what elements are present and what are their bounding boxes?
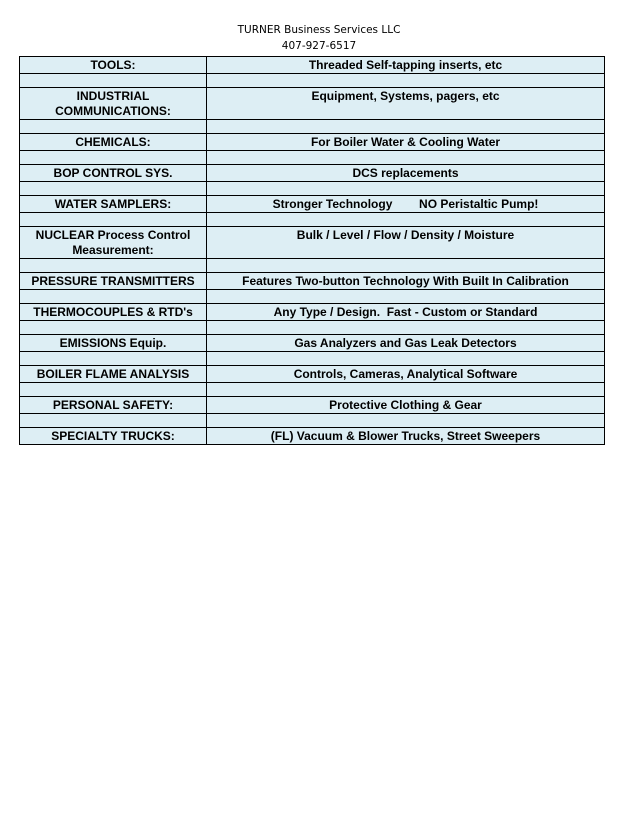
- description-cell: Any Type / Design. Fast - Custom or Standard: [207, 304, 605, 321]
- document-header: [0, 22, 638, 54]
- table-row: [20, 227, 605, 259]
- spacer-row: [20, 151, 605, 165]
- empty-cell: [20, 74, 207, 88]
- empty-cell: [207, 259, 605, 273]
- empty-cell: [20, 120, 207, 134]
- category-cell: EMISSIONS Equip.: [20, 335, 207, 352]
- description-cell: For Boiler Water & Cooling Water: [207, 134, 605, 151]
- empty-cell: [20, 182, 207, 196]
- description-cell: Protective Clothing & Gear: [207, 397, 605, 414]
- empty-cell: [207, 213, 605, 227]
- description-cell: Stronger Technology NO Peristaltic Pump!: [207, 196, 605, 213]
- description-cell: Controls, Cameras, Analytical Software: [207, 366, 605, 383]
- spacer-row: [20, 352, 605, 366]
- table-row: [20, 273, 605, 290]
- category-cell: PRESSURE TRANSMITTERS: [20, 273, 207, 290]
- table-row: [20, 134, 605, 151]
- spacer-row: [20, 383, 605, 397]
- description-cell: (FL) Vacuum & Blower Trucks, Street Sweepers: [207, 428, 605, 445]
- spacer-row: [20, 290, 605, 304]
- empty-cell: [207, 74, 605, 88]
- empty-cell: [207, 120, 605, 134]
- table-row: [20, 88, 605, 120]
- table-row: [20, 165, 605, 182]
- empty-cell: [207, 321, 605, 335]
- table-row: [20, 428, 605, 445]
- category-cell: SPECIALTY TRUCKS:: [20, 428, 207, 445]
- services-table: [19, 56, 605, 445]
- spacer-row: [20, 74, 605, 88]
- category-cell: BOILER FLAME ANALYSIS: [20, 366, 207, 383]
- table-row: [20, 366, 605, 383]
- empty-cell: [20, 321, 207, 335]
- spacer-row: [20, 259, 605, 273]
- empty-cell: [20, 383, 207, 397]
- description-cell: Features Two-button Technology With Built In Calibration: [207, 273, 605, 290]
- empty-cell: [207, 182, 605, 196]
- description-cell: DCS replacements: [207, 165, 605, 182]
- table-row: [20, 57, 605, 74]
- category-cell: TOOLS:: [20, 57, 207, 74]
- empty-cell: [207, 151, 605, 165]
- empty-cell: [20, 352, 207, 366]
- empty-cell: [207, 414, 605, 428]
- empty-cell: [207, 290, 605, 304]
- empty-cell: [20, 259, 207, 273]
- category-cell: THERMOCOUPLES & RTD's: [20, 304, 207, 321]
- empty-cell: [20, 290, 207, 304]
- company-phone: 407-927-6517: [281, 40, 357, 52]
- category-cell: WATER SAMPLERS:: [20, 196, 207, 213]
- description-cell: Bulk / Level / Flow / Density / Moisture: [207, 227, 605, 259]
- description-cell: Gas Analyzers and Gas Leak Detectors: [207, 335, 605, 352]
- category-cell: NUCLEAR Process Control Measurement:: [20, 227, 207, 259]
- description-cell: Threaded Self-tapping inserts, etc: [207, 57, 605, 74]
- spacer-row: [20, 120, 605, 134]
- company-name: TURNER Business Services LLC: [237, 24, 401, 36]
- category-cell: PERSONAL SAFETY:: [20, 397, 207, 414]
- category-cell: CHEMICALS:: [20, 134, 207, 151]
- empty-cell: [207, 352, 605, 366]
- empty-cell: [207, 383, 605, 397]
- empty-cell: [20, 213, 207, 227]
- empty-cell: [20, 151, 207, 165]
- spacer-row: [20, 182, 605, 196]
- empty-cell: [20, 414, 207, 428]
- spacer-row: [20, 414, 605, 428]
- description-cell: Equipment, Systems, pagers, etc: [207, 88, 605, 120]
- table-row: [20, 304, 605, 321]
- spacer-row: [20, 213, 605, 227]
- table-row: [20, 335, 605, 352]
- table-row: [20, 397, 605, 414]
- spacer-row: [20, 321, 605, 335]
- category-cell: BOP CONTROL SYS.: [20, 165, 207, 182]
- table-row: [20, 196, 605, 213]
- category-cell: INDUSTRIAL COMMUNICATIONS:: [20, 88, 207, 120]
